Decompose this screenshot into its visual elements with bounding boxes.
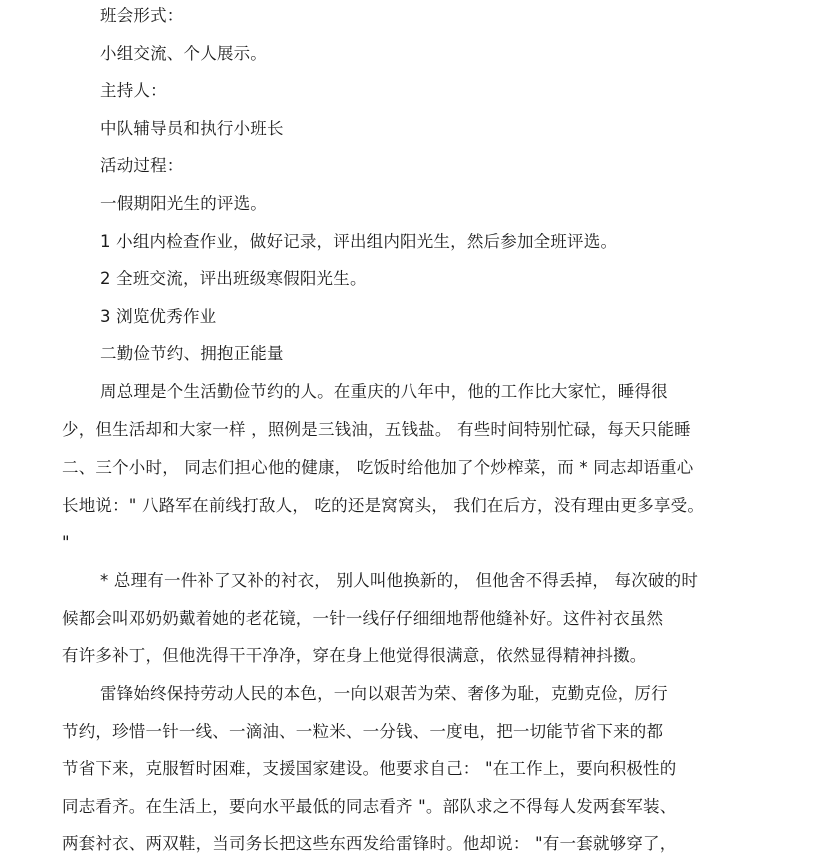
paragraph-line: 周总理是个生活勤俭节约的人。在重庆的八年中，他的工作比大家忙，睡得很 bbox=[100, 382, 668, 401]
step-three: 3 浏览优秀作业 bbox=[100, 307, 217, 326]
paragraph-line: 雷锋始终保持劳动人民的本色，一向以艰苦为荣、奢侈为耻，克勤克俭，厉行 bbox=[100, 684, 668, 703]
paragraph-line: 两套衬衣、两双鞋，当司务长把这些东西发给雷锋时。他却说： "有一套就够穿了， bbox=[62, 834, 677, 853]
paragraph-line: 少，但生活却和大家一样 ，照例是三钱油，五钱盐。 有些时间特别忙碌，每天只能睡 bbox=[62, 420, 691, 439]
paragraph-line: 有许多补丁，但他洗得干干净净，穿在身上他觉得很满意，依然显得精神抖擞。 bbox=[62, 646, 647, 665]
text-class-format: 小组交流、个人展示。 bbox=[100, 44, 267, 63]
paragraph-line: 同志看齐。在生活上，要向水平最低的同志看齐 "。部队求之不得每人发两套军装、 bbox=[62, 797, 677, 816]
heading-activity: 活动过程： bbox=[100, 156, 184, 175]
paragraph-line: 二、三个小时， 同志们担心他的健康， 吃饭时给他加了个炒榨菜，而 * 同志却语重心 bbox=[62, 458, 694, 477]
text-host: 中队辅导员和执行小班长 bbox=[100, 119, 284, 138]
heading-host: 主持人： bbox=[100, 81, 167, 100]
paragraph-line: 长地说：" 八路军在前线打敌人， 吃的还是窝窝头， 我们在后方，没有理由更多享受。 bbox=[62, 496, 705, 515]
paragraph-line: 节省下来，克服暂时困难，支援国家建设。他要求自己： "在工作上，要向积极性的 bbox=[62, 759, 677, 778]
paragraph-line: 候都会叫邓奶奶戴着她的老花镜，一针一线仔仔细细地帮他缝补好。这件衬衣虽然 bbox=[62, 609, 664, 628]
section-two-title: 二勤俭节约、拥抱正能量 bbox=[100, 344, 284, 363]
paragraph-line: * 总理有一件补了又补的衬衣， 别人叫他换新的， 但他舍不得丢掉， 每次破的时 bbox=[100, 571, 699, 590]
step-two: 2 全班交流，评出班级寒假阳光生。 bbox=[100, 269, 367, 288]
step-one: 1 小组内检查作业，做好记录，评出组内阳光生，然后参加全班评选。 bbox=[100, 232, 618, 251]
heading-class-format: 班会形式： bbox=[100, 6, 184, 25]
paragraph-line: " bbox=[62, 533, 70, 552]
paragraph-line: 节约，珍惜一针一线、一滴油、一粒米、一分钱、一度电，把一切能节省下来的都 bbox=[62, 722, 664, 741]
section-one-title: 一假期阳光生的评选。 bbox=[100, 194, 267, 213]
